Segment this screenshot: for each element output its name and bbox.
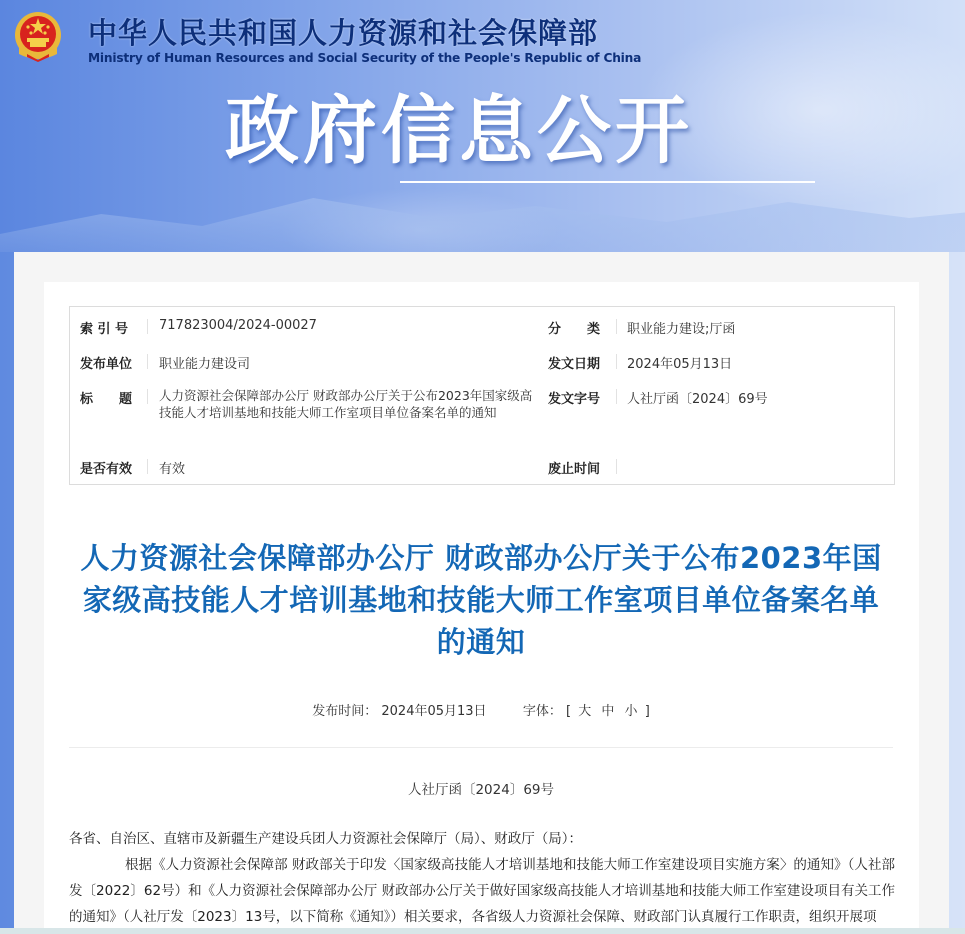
section-title: 政府信息公开 — [225, 88, 693, 174]
article-title: 人力资源社会保障部办公厅 财政部办公厅关于公布2023年国家级高技能人才培训基地和技能大师工作室项目单位备案名单的通知 — [80, 541, 882, 659]
ministry-name-en[interactable]: Ministry of Human Resources and Social Security of the People's Republic of China — [88, 51, 642, 65]
bracket-open: [ — [566, 704, 572, 719]
publisher-label: 发布单位 — [80, 357, 133, 372]
doc-number-value: 人社厅函〔2024〕69号 — [627, 392, 768, 407]
font-size-small-button[interactable]: 小 — [624, 704, 638, 719]
bottom-edge — [0, 928, 965, 934]
font-size-large-button[interactable]: 大 — [578, 704, 592, 719]
header-banner — [0, 0, 965, 252]
separator — [147, 389, 148, 404]
salutation: 各省、自治区、直辖市及新疆生产建设兵团人力资源社会保障厅（局）、财政厅（局）： — [69, 831, 582, 847]
publisher-value: 职业能力建设司 — [159, 357, 251, 372]
content-divider — [69, 747, 893, 748]
ministry-name-cn[interactable]: 中华人民共和国人力资源和社会保障部 — [88, 16, 599, 50]
valid-value: 有效 — [159, 462, 186, 477]
repeal-label: 废止时间 — [548, 462, 601, 477]
doc-number-label: 发文字号 — [548, 392, 601, 407]
publish-time-label: 发布时间： — [312, 704, 378, 719]
separator — [616, 459, 617, 474]
metadata-table — [69, 306, 895, 485]
separator — [147, 319, 148, 334]
publish-info-bar — [69, 700, 893, 719]
separator — [147, 354, 148, 369]
issue-date-value: 2024年05月13日 — [627, 357, 733, 372]
separator — [616, 354, 617, 369]
category-label: 分 类 — [548, 322, 601, 337]
font-size-label: 字体： — [522, 704, 562, 719]
index-value: 717823004/2024-00027 — [159, 318, 317, 333]
document-number: 人社厅函〔2024〕69号 — [407, 782, 555, 798]
title-value: 人力资源社会保障部办公厅 财政部办公厅关于公布2023年国家级高技能人才培训基地和技能大师工作室项目单位备案名单的通知 — [159, 388, 533, 420]
body-paragraph: 根据《人力资源社会保障部 财政部关于印发〈国家级高技能人才培训基地和技能大师工作室建设项目实施方案〉的通知》（人社部发〔2022〕62号）和《人力资源社会保障部办公厅 财政部办公厅关于做好国家级高技能人才培训基地和技能大师工作室建设项目有关工作的通知》（人社厅发〔2023〕13号，以下简称《通知》）相关要求，各省级人力资源社会保障、财政部门认真履行工作职责，组织开展项 — [69, 857, 895, 925]
valid-label: 是否有效 — [80, 462, 133, 477]
separator — [147, 459, 148, 474]
banner-mountain-decoration — [0, 190, 965, 252]
category-value: 职业能力建设;厅函 — [627, 322, 736, 337]
national-emblem-icon[interactable] — [13, 10, 63, 62]
title-label: 标 题 — [80, 392, 133, 407]
font-size-medium-button[interactable]: 中 — [601, 704, 615, 719]
separator — [616, 319, 617, 334]
bracket-close: ] — [644, 704, 650, 719]
publish-time-value: 2024年05月13日 — [381, 704, 487, 719]
title-underline — [400, 181, 815, 183]
separator — [616, 389, 617, 404]
index-label: 索 引 号 — [80, 322, 129, 337]
issue-date-label: 发文日期 — [548, 357, 601, 372]
article-body — [69, 826, 895, 930]
